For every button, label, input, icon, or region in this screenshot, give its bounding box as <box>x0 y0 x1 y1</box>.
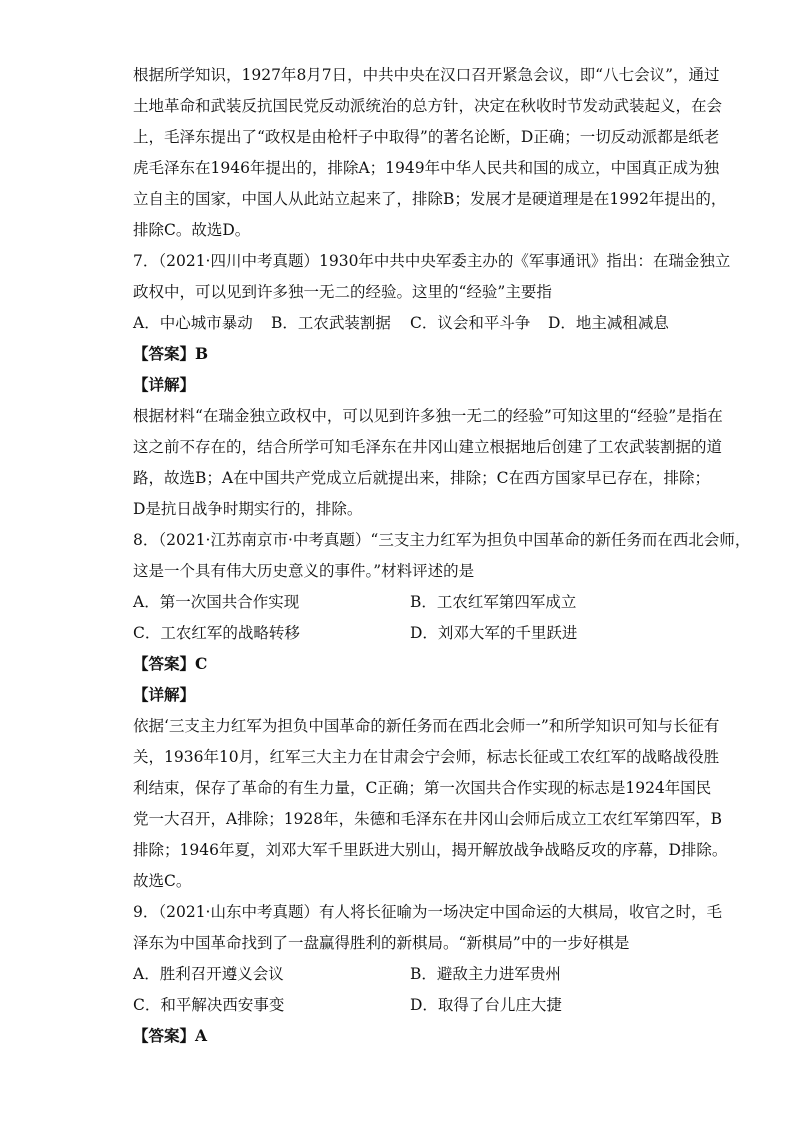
q8-explain-line: 依据‘三支主力红军为担负中国革命的新任务而在西北会师一”和所学知识可知与长征有 <box>133 717 720 735</box>
q8-stem-line: 这是一个具有伟大历史意义的事件。”材料评述的是 <box>133 562 475 580</box>
q8-stem-line: 8．（2021·江苏南京市·中考真题）“三支主力红军为担负中国革命的新任务而在西北会师， <box>133 531 751 549</box>
q7-option-c: C．议会和平斗争 <box>410 314 531 332</box>
q6-explain-line: 土地革命和武装反抗国民党反动派统治的总方针，决定在秋收时节发动武装起义，在会 <box>133 97 723 115</box>
q7-option-a: A．中心城市暴动 <box>133 314 253 332</box>
q9-stem-line: 泽东为中国革命找到了一盘赢得胜利的新棋局。“新棋局”中的一步好棋是 <box>133 934 630 952</box>
q7-explain-line: D是抗日战争时期实行的，排除。 <box>133 500 363 518</box>
q9-answer: 【答案】A <box>133 1026 208 1045</box>
q8-explain-line: 党一大召开，A排除；1928年，朱德和毛泽东在井冈山会师后成立工农红军第四军，B <box>133 810 723 828</box>
q8-option-d: D．刘邓大军的千里跃进 <box>410 624 578 642</box>
q6-explain-line: 排除C。故选D。 <box>133 221 251 239</box>
q8-options-row-1 <box>133 590 663 614</box>
q9-option-a: A．胜利召开遵义会议 <box>133 965 284 983</box>
q9-options-row-2 <box>133 993 663 1017</box>
q7-explain-line: 路，故选B；A在中国共产党成立后就提出来，排除；C在西方国家早已存在，排除； <box>133 469 710 487</box>
q8-answer: 【答案】C <box>133 654 208 673</box>
q8-explain-line: 关，1936年10月，红军三大主力在甘肃会宁会师，标志长征或工农红军的战略战役胜 <box>133 748 720 766</box>
q6-explain-line: 立自主的国家，中国人从此站立起来了，排除B；发展才是硬道理是在1992年提出的， <box>133 190 727 208</box>
q6-explain-line: 上，毛泽东提出了“政权是由枪杆子中取得”的著名论断，D正确；一切反动派都是纸老 <box>133 128 720 146</box>
q7-options <box>133 311 669 335</box>
q7-stem-line: 政权中，可以见到许多独一无二的经验。这里的“经验”主要指 <box>133 283 552 301</box>
q7-explain-line: 根据材料“在瑞金独立政权中，可以见到许多独一无二的经验”可知这里的“经验”是指在 <box>133 407 723 425</box>
q9-option-c: C．和平解决西安事变 <box>133 996 285 1014</box>
q7-option-b: B．工农武装割据 <box>271 314 391 332</box>
q9-options-row-1 <box>133 962 663 986</box>
q9-option-d: D．取得了台儿庄大捷 <box>410 996 562 1014</box>
q9-option-b: B．避敌主力进军贵州 <box>410 965 561 983</box>
q8-explain-line: 故选C。 <box>133 872 192 890</box>
q7-option-d: D．地主减租减息 <box>548 314 669 332</box>
q8-option-c: C．工农红军的战略转移 <box>133 624 300 642</box>
q6-explain-line: 根据所学知识，1927年8月7日，中共中央在汉口召开紧急会议，即“八七会议”，通过 <box>133 66 720 84</box>
q8-explain-line: 利结束，保存了革命的有生力量，C正确；第一次国共合作实现的标志是1924年国民 <box>133 779 712 797</box>
q7-answer: 【答案】B <box>133 344 209 363</box>
q8-option-b: B．工农红军第四军成立 <box>410 593 577 611</box>
q8-option-a: A．第一次国共合作实现 <box>133 593 300 611</box>
q8-explain-line: 排除；1946年夏，刘邓大军千里跃进大别山，揭开解放战争战略反攻的序幕，D排除。 <box>133 841 728 859</box>
q7-detail-heading: 【详解】 <box>133 375 196 394</box>
q9-stem-line: 9．（2021·山东中考真题）有人将长征喻为一场决定中国命运的大棋局，收官之时，毛 <box>133 903 722 921</box>
q7-explain-line: 这之前不存在的，结合所学可知毛泽东在井冈山建立根据地后创建了工农武装割据的道 <box>133 438 723 456</box>
q7-stem-line: 7．（2021·四川中考真题）1930年中共中央军委主办的《军事通讯》指出：在瑞金独立 <box>133 252 731 270</box>
q8-detail-heading: 【详解】 <box>133 685 196 704</box>
q6-explain-line: 虎毛泽东在1946年提出的，排除A；1949年中华人民共和国的成立，中国真正成为独 <box>133 159 720 177</box>
q8-options-row-2 <box>133 621 663 645</box>
